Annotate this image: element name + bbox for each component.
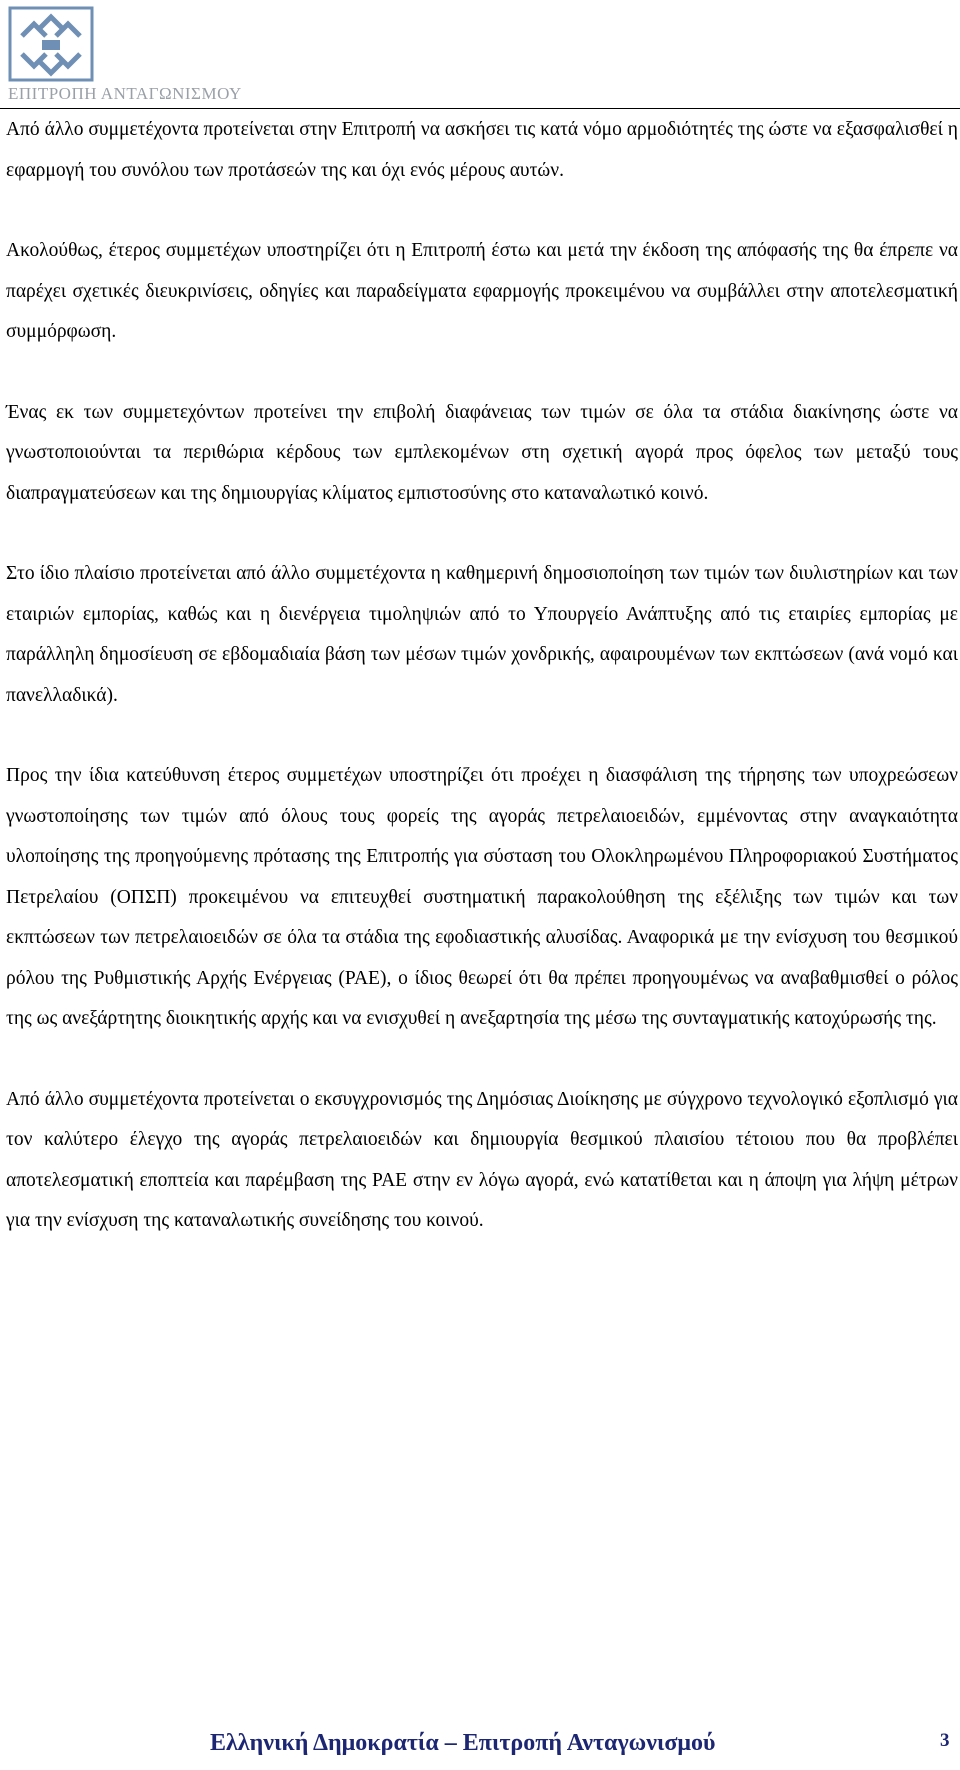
paragraph: Από άλλο συμμετέχοντα προτείνεται ο εκσυγχρονισμός της Δημόσιας Διοίκησης με σύγχρονο τεχνολογικό εξοπλισμό για τον καλύτερο έλεγχο της αγοράς πετρελαιοειδών και δημιουργία θεσμικού πλαισίου τέτοιου που θα προβλέπει αποτελεσματική εποπτεία και παρέμβαση της ΡΑΕ στην εν λόγω αγορά, ενώ κατατίθεται και η άποψη για λήψη μέτρων για την ενίσχυση της καταναλωτικής συνείδησης του κοινού. [6, 1088, 958, 1231]
page-number: 3 [940, 1730, 950, 1751]
paragraph: Ένας εκ των συμμετεχόντων προτείνει την επιβολή διαφάνειας των τιμών σε όλα τα στάδια διακίνησης ώστε να γνωστοποιούνται τα περιθώρια κέρδους των εμπλεκομένων στη σχετική αγορά προς όφελος των μεταξύ τους διαπραγματεύσεων και της δημιουργίας κλίματος εμπιστοσύνης στο καταναλωτικό κοινό. [6, 401, 958, 504]
paragraph: Προς την ίδια κατεύθυνση έτερος συμμετέχων υποστηρίζει ότι προέχει η διασφάλιση της τήρησης των υποχρεώσεων γνωστοποίησης των τιμών από όλους τους φορείς της αγοράς πετρελαιοειδών, εμμένοντας στην αναγκαιότητα υλοποίησης της προηγούμενης πρότασης της Επιτροπής για σύσταση του Ολοκληρωμένου Πληροφοριακού Συστήματος Πετρελαίου (ΟΠΣΠ) προκειμένου να επιτευχθεί συστηματική παρακολούθηση της εξέλιξης των τιμών και των εκπτώσεων των πετρελαιοειδών σε όλα τα στάδια της εφοδιαστικής αλυσίδας. Αναφορικά με την ενίσχυση του θεσμικού ρόλου της Ρυθμιστικής Αρχής Ενέργειας (ΡΑΕ), ο ίδιος θεωρεί ότι θα πρέπει προηγουμένως να αναβαθμισθεί ο ρόλος της ως ανεξάρτητης διοικητικής αρχής και να ενισχυθεί η ανεξαρτησία της μέσω της συνταγματικής κατοχύρωσής της. [6, 765, 958, 1029]
document-body [6, 110, 958, 1242]
competition-commission-logo-icon [8, 6, 94, 87]
paragraph: Ακολούθως, έτερος συμμετέχων υποστηρίζει ότι η Επιτροπή έστω και μετά την έκδοση της απόφασής της θα έπρεπε να παρέχει σχετικές διευκρινίσεις, οδηγίες και παραδείγματα εφαρμογής προκειμένου να συμβάλλει στην αποτελεσματική συμμόρφωση. [6, 240, 958, 342]
footer-text: Ελληνική Δημοκρατία – Επιτροπή Ανταγωνισμού [210, 1730, 716, 1756]
header-divider [0, 108, 960, 109]
paragraph: Από άλλο συμμετέχοντα προτείνεται στην Επιτροπή να ασκήσει τις κατά νόμο αρμοδιότητές της ώστε να εξασφαλισθεί η εφαρμογή του συνόλου των προτάσεών της και όχι ενός μέρους αυτών. [6, 119, 958, 181]
paragraph: Στο ίδιο πλαίσιο προτείνεται από άλλο συμμετέχοντα η καθημερινή δημοσιοποίηση των τιμών των διυλιστηρίων και των εταιριών εμπορίας, καθώς και η διενέργεια τιμοληψιών από το Υπουργείο Ανάπτυξης από τις εταιρίες εμπορίας με παράλληλη δημοσίευση σε εβδομαδιαία βάση των μέσων τιμών χονδρικής, αφαιρουμένων των εκπτώσεων (ανά νομό και πανελλαδικά). [6, 563, 958, 706]
organization-name: ΕΠΙΤΡΟΠΗ ΑΝΤΑΓΩΝΙΣΜΟΥ [8, 84, 242, 103]
